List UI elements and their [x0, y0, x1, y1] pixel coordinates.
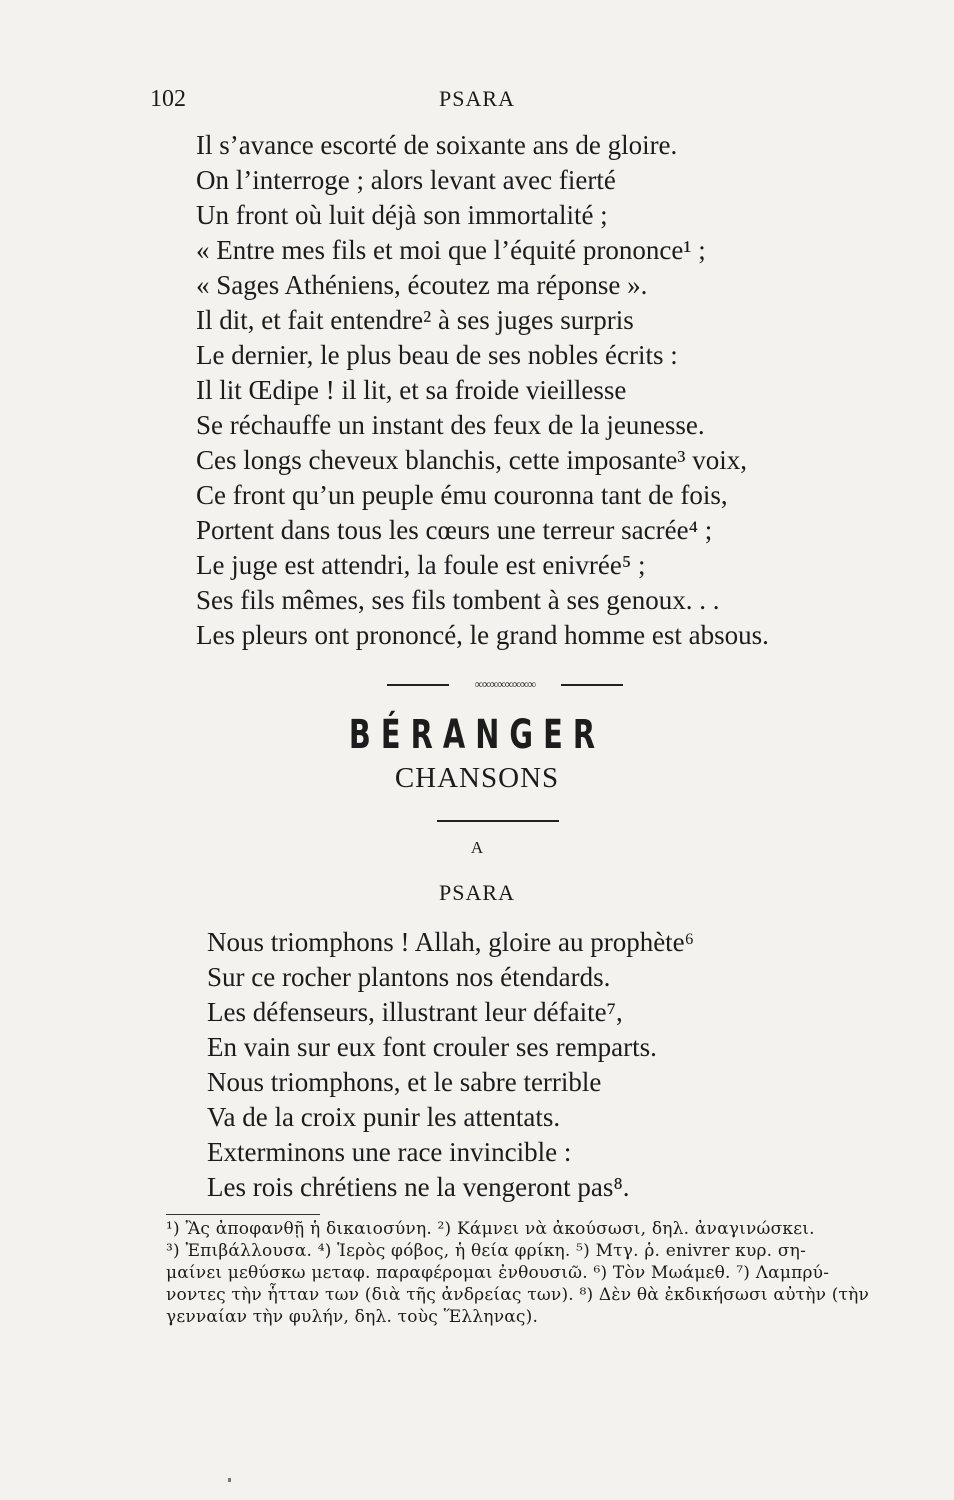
footnote-line: νοντες τὴν ἧτταν των (διὰ τῆς ἀνδρείας των). ⁸) Δὲν θὰ ἐκδικήσωσι αὐτὴν (τὴν — [166, 1285, 870, 1305]
dedication-preposition: A — [470, 838, 484, 857]
page-number: 102 — [150, 86, 186, 112]
verse-line: Va de la croix punir les attentats. — [207, 1102, 561, 1132]
verse-line: Il dit, et fait entendre² à ses juges surpris — [196, 305, 634, 335]
verse-line: Portent dans tous les cœurs une terreur sacrée⁴ ; — [196, 515, 713, 545]
verse-line: « Entre mes fils et moi que l’équité prononce¹ ; — [196, 235, 706, 265]
ink-speck — [228, 1478, 231, 1482]
verse-line: En vain sur eux font crouler ses remparts. — [207, 1032, 657, 1062]
dedication-name: PSARA — [439, 880, 515, 905]
section-title: CHANSONS — [394, 762, 560, 794]
verse-line: Nous triomphons ! Allah, gloire au prophète⁶ — [207, 927, 695, 957]
section-rule — [437, 820, 559, 822]
verse-line: Il lit Œdipe ! il lit, et sa froide vieillesse — [196, 375, 627, 405]
running-head — [0, 86, 954, 116]
footnotes — [166, 1218, 870, 1328]
footnote-line: γενναίαν τὴν φυλήν, δηλ. τοὺς Ἕλληνας). — [166, 1307, 539, 1327]
footnote-rule — [166, 1214, 320, 1215]
author-heading: BÉRANGER — [348, 712, 606, 758]
verse-line: Nous triomphons, et le sabre terrible — [207, 1067, 602, 1097]
footnote-line: ¹) Ἂς ἀποφανθῇ ἡ δικαιοσύνη. ²) Κάμνει νὰ ἀκούσωσι, δηλ. ἀναγινώσκει. — [166, 1219, 815, 1239]
footnote-line: ³) Ἐπιβάλλουσα. ⁴) Ἱερὸς φόβος, ἡ θεία φρίκη. ⁵) Μτγ. ῥ. enivrer κυρ. ση- — [166, 1241, 807, 1261]
verse-line: Ce front qu’un peuple ému couronna tant de fois, — [196, 480, 728, 510]
verse-line: Ses fils mêmes, ses fils tombent à ses genoux. . . — [196, 585, 720, 615]
verse-line: Exterminons une race invincible : — [207, 1137, 572, 1167]
decorative-divider — [387, 677, 623, 693]
running-title: PSARA — [439, 86, 515, 111]
verse-line: Le dernier, le plus beau de ses nobles écrits : — [196, 340, 678, 370]
verse-line: « Sages Athéniens, écoutez ma réponse ». — [196, 270, 648, 300]
poem-excerpt — [196, 128, 876, 653]
verse-line: Un front où luit déjà son immortalité ; — [196, 200, 608, 230]
verse-line: Il s’avance escorté de soixante ans de gloire. — [196, 130, 678, 160]
ornament-icon: ∞∞∞∞∞∞∞∞ — [449, 678, 561, 690]
verse-line: Les défenseurs, illustrant leur défaite⁷, — [207, 997, 623, 1027]
verse-line: Les rois chrétiens ne la vengeront pas⁸. — [207, 1172, 630, 1202]
verse-line: Sur ce rocher plantons nos étendards. — [207, 962, 611, 992]
verse-line: Se réchauffe un instant des feux de la jeunesse. — [196, 410, 705, 440]
song-stanza — [207, 925, 847, 1205]
footnote-line: μαίνει μεθύσκω μεταφ. παραφέρομαι ἐνθουσιῶ. ⁶) Τὸν Μωάμεθ. ⁷) Λαμπρύ- — [166, 1263, 830, 1283]
verse-line: Le juge est attendri, la foule est enivrée⁵ ; — [196, 550, 646, 580]
verse-line: Les pleurs ont prononcé, le grand homme est absous. — [196, 620, 769, 650]
verse-line: Ces longs cheveux blanchis, cette imposante³ voix, — [196, 445, 747, 475]
verse-line: On l’interroge ; alors levant avec fierté — [196, 165, 616, 195]
